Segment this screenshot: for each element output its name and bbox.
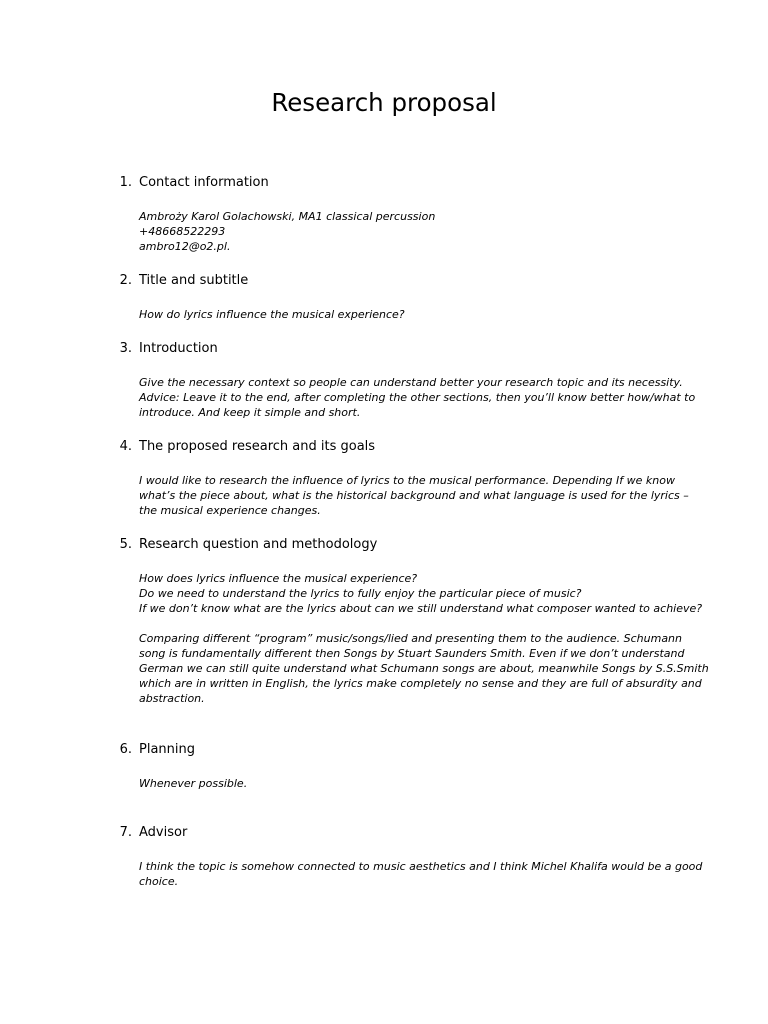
section-number: 6. [119,742,132,757]
section-heading [0,438,768,458]
document-title: Research proposal [271,88,497,117]
body-line: Give the necessary context so people can understand better your research topic and its necessity. [139,376,683,389]
section-heading [0,272,768,292]
body-line: +48668522293 [139,225,226,238]
section-number: 2. [119,273,132,288]
section-title-and-subtitle [0,272,768,321]
section-heading [0,741,768,761]
section-research-question [0,536,768,705]
body-line: Comparing different “program” music/songs/lied and presenting them to the audience. Schumann [139,632,683,645]
section-body [139,473,699,518]
body-line: Advice: Leave it to the end, after completing the other sections, then you’ll know better how/what to [139,391,696,404]
section-body [139,859,703,889]
body-line: introduce. And keep it simple and short. [139,406,361,419]
body-line: the musical experience changes. [139,504,321,517]
body-line: Ambroży Karol Golachowski, MA1 classical percussion [139,210,436,223]
body-line: I think the topic is somehow connected to music aesthetics and I think Michel Khalifa would be a good [139,860,703,873]
section-number: 5. [119,537,132,552]
section-heading [0,824,768,844]
section-body [139,307,699,322]
body-line: I would like to research the influence of lyrics to the musical performance. Depending If we know [139,474,675,487]
body-line: How does lyrics influence the musical experience? [139,572,418,585]
paragraph-gap [139,616,699,631]
section-number: 1. [119,175,132,190]
section-number: 4. [119,439,132,454]
body-line: abstraction. [139,692,205,705]
section-number: 3. [119,341,132,356]
body-line: If we don’t know what are the lyrics about can we still understand what composer wanted to achieve? [139,602,703,615]
section-title: The proposed research and its goals [139,439,376,454]
body-line: German we can still quite understand what Schumann songs are about, meanwhile Songs by S.S.Smith [139,662,709,675]
section-advisor [0,824,768,888]
section-heading [0,536,768,556]
section-number: 7. [119,825,132,840]
section-title: Advisor [139,825,188,840]
body-line: which are in written in English, the lyrics make completely no sense and they are full of absurdity and [139,677,702,690]
section-title: Contact information [139,175,269,190]
body-line: Do we need to understand the lyrics to fully enjoy the particular piece of music? [139,587,582,600]
body-line: choice. [139,875,179,888]
section-body [139,209,699,254]
section-body [139,776,699,791]
section-heading [0,340,768,360]
body-line: what’s the piece about, what is the historical background and what language is used for the lyrics – [139,489,689,502]
section-title: Planning [139,742,195,757]
body-line: song is fundamentally different then Songs by Stuart Saunders Smith. Even if we don’t understand [139,647,685,660]
section-title: Research question and methodology [139,537,378,552]
section-proposed-research [0,438,768,517]
body-line: ambro12@o2.pl. [139,240,231,253]
section-body [139,375,699,420]
body-line: How do lyrics influence the musical experience? [139,308,405,321]
section-contact-information [0,174,768,253]
section-heading [0,174,768,194]
section-body [139,571,709,706]
body-line: Whenever possible. [139,777,248,790]
section-title: Introduction [139,341,218,356]
section-planning [0,741,768,790]
section-introduction [0,340,768,419]
section-title: Title and subtitle [139,273,249,288]
